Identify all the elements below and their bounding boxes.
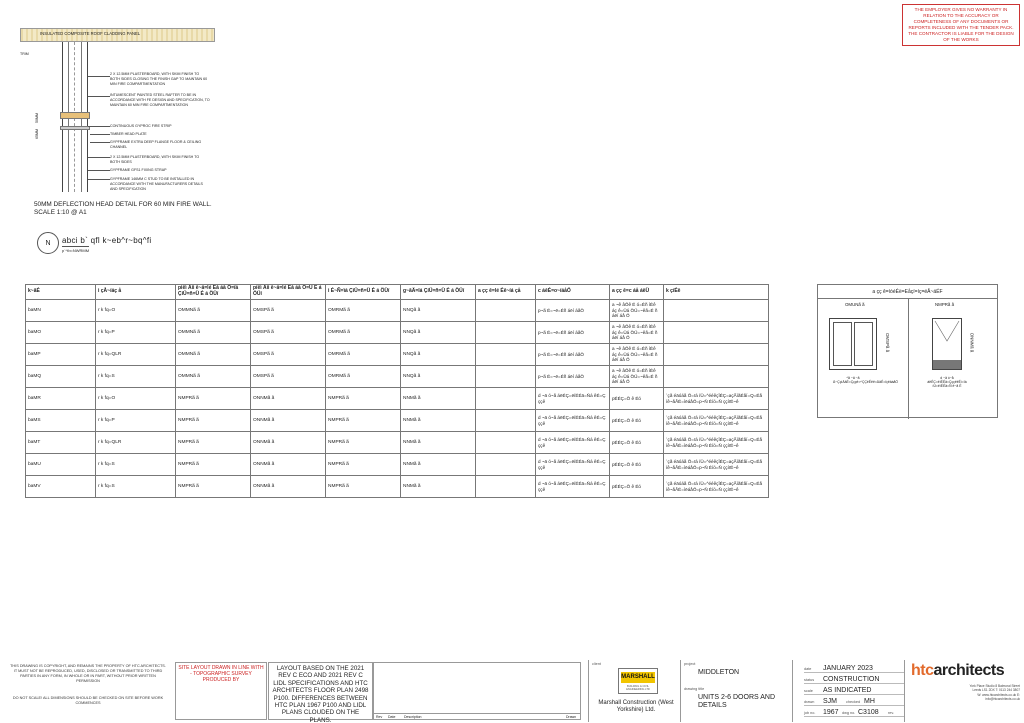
client-logo-sub: BUILDING & CIVIL ENGINEERING LTD bbox=[626, 685, 650, 691]
detail-note: 2 X 12.5MM PLASTERBOARD, WITH SKIM FINISH TO BOTH SIDES CLOSING THE FINISH GAP TO MAINTAIN 60 MIN FIRE COMPARTMENTATION bbox=[110, 72, 208, 86]
table-cell: r k fq=S bbox=[96, 454, 176, 476]
client-logo-text: MARSHALL bbox=[621, 672, 655, 683]
door-types-title: a çç ê=íóéÉë=Eåçí=íç=ëÅ~äÉF bbox=[818, 285, 997, 299]
door-leaf-left bbox=[833, 322, 852, 366]
table-cell: NMPRã ã bbox=[326, 432, 401, 454]
table-row bbox=[26, 322, 769, 344]
door-type-a-elevation bbox=[829, 318, 877, 370]
table-cell bbox=[476, 300, 536, 322]
table-cell bbox=[664, 300, 769, 322]
trim-label: TRIM bbox=[20, 52, 29, 56]
column-header: g~ãÄ=ïá ÇíÜ=ñ=Ü É á ÖÜí bbox=[401, 285, 476, 300]
table-cell: OMRMã ã bbox=[326, 300, 401, 322]
table-cell: d ~ä ó~å áëÉÇ=ëíÉÉä=Ñá êÉ=Ç ççê bbox=[536, 432, 610, 454]
caption-title: 50MM DEFLECTION HEAD DETAIL FOR 60 MIN FIRE WALL. bbox=[34, 201, 212, 208]
table-row bbox=[26, 410, 769, 432]
table-cell: NNQã ã bbox=[401, 344, 476, 366]
table-cell: ONNMã ã bbox=[251, 410, 326, 432]
table-cell: NNQã ã bbox=[401, 366, 476, 388]
client-label: client bbox=[592, 662, 601, 666]
leader-line bbox=[88, 76, 110, 77]
column-header: c áêÉ=o~íáåÖ bbox=[536, 285, 610, 300]
table-cell: d ~ä ó~å áëÉÇ=ëíÉÉä=Ñá êÉ=Ç ççê bbox=[536, 454, 610, 476]
table-cell: NMPRã ã bbox=[326, 476, 401, 498]
firm-logo bbox=[911, 662, 1004, 680]
scale-label: scale bbox=[804, 689, 813, 693]
door-leaf-right bbox=[854, 322, 873, 366]
status-label: status bbox=[804, 678, 815, 682]
column-header: i çÅ~íáç å bbox=[96, 285, 176, 300]
table-cell: a ~ê âÖê É ó=Éñ íÉê áç ê=Üá ÖÜ=~êã=É ñ áëí áå Ö bbox=[610, 300, 664, 322]
key-plan-scale: p`^ib=NWRMM bbox=[62, 248, 90, 253]
table-cell: OMSPã ã bbox=[251, 322, 326, 344]
table-cell: `çã éäóáå Ö=ïá íÜ=^ééêçîÉÇ=açÅìãÉåí=Q=Éå íê~åÅÉ=ìëáåÖ=p~Ñ Éíó=Ñ ççíïÉ~ê bbox=[664, 410, 769, 432]
table-cell: a ~ê âÖê É ó=Éñ íÉê áç ê=Üá ÖÜ=~êã=É ñ áëí áå Ö bbox=[610, 366, 664, 388]
table-cell bbox=[476, 432, 536, 454]
table-row bbox=[26, 300, 769, 322]
table-row bbox=[26, 454, 769, 476]
detail-note: GYPFRAME EXTRA DEEP FLANGE FLOOR & CEILING CHANNEL bbox=[110, 140, 202, 149]
table-cell: pÉÉÇ=Ö ê Éó bbox=[610, 388, 664, 410]
column-header: a çç ê=c áå áëÜ bbox=[610, 285, 664, 300]
revision-table-header bbox=[374, 713, 580, 719]
table-row bbox=[26, 366, 769, 388]
type-b-width: NMPRã ã bbox=[935, 302, 955, 307]
client-logo bbox=[618, 668, 658, 694]
leader-line bbox=[88, 157, 110, 158]
table-cell: ONNMã ã bbox=[251, 388, 326, 410]
table-cell: baMT bbox=[26, 432, 96, 454]
firm-logo-htc: htc bbox=[911, 662, 934, 679]
table-cell: baMS bbox=[26, 410, 96, 432]
panel-divider bbox=[908, 299, 909, 419]
type-b-note: d ~ä ó~å áëÉÇ=ëíÉÉä=ÇççêëÉí=ïá íÜ=ëíÉÉä=Ñ ê~ã É bbox=[927, 376, 967, 389]
table-cell: r k fq=S bbox=[96, 366, 176, 388]
table-cell: NMPRã ã bbox=[176, 432, 251, 454]
table-cell: baMN bbox=[26, 300, 96, 322]
rev-col: Rev bbox=[376, 715, 383, 719]
table-cell bbox=[476, 476, 536, 498]
table-cell bbox=[476, 388, 536, 410]
floor-ceiling-channel bbox=[60, 126, 90, 130]
table-cell: `çã éäóáå Ö=ïá íÜ=^ééêçîÉÇ=açÅìãÉåí=Q=Éå íê~åÅÉ=ìëáåÖ=p~Ñ Éíó=Ñ ççíïÉ~ê bbox=[664, 454, 769, 476]
column-header: píêì Åíì ê~ä=lé Éå áå Ö=Ü É á ÖÜí bbox=[251, 285, 326, 300]
do-not-scale-note: DO NOT SCALE! ALL DIMENSIONS SHOULD BE CHECKED ON SITE BEFORE WORK COMMENCES bbox=[12, 696, 164, 705]
date-col: Date bbox=[388, 715, 396, 719]
column-header: piêì Åíì ê~ä=lé Éå áå Ö=ïá ÇíÜ=ñ=Ü É á ÖÜí bbox=[176, 285, 251, 300]
table-cell: NMPRã ã bbox=[176, 476, 251, 498]
table-cell: `çã éäóáå Ö=ïá íÜ=^ééêçîÉÇ=açÅìãÉåí=Q=Éå íê~åÅÉ=ìëáåÖ=p~Ñ Éíó=Ñ ççíïÉ~ê bbox=[664, 476, 769, 498]
door-schedule-table bbox=[25, 284, 769, 498]
table-cell bbox=[476, 344, 536, 366]
drawn-label: drawn bbox=[804, 700, 815, 704]
leader-line bbox=[88, 179, 110, 180]
type-a-height: OMSPã ã bbox=[885, 332, 891, 353]
table-row bbox=[26, 388, 769, 410]
dim-label-50: 50MM bbox=[35, 113, 39, 123]
table-cell: a ~ê âÖê É ó=Éñ íÉê áç ê=Üá ÖÜ=~êã=É ñ áëí áå Ö bbox=[610, 322, 664, 344]
table-cell: OMSPã ã bbox=[251, 300, 326, 322]
table-cell: pÉÉÇ=Ö ê Éó bbox=[610, 476, 664, 498]
rev-label: rev. bbox=[888, 711, 895, 715]
detail-caption bbox=[34, 201, 212, 217]
dwgno-label: dwg no. bbox=[842, 711, 856, 715]
table-cell: r k fq=O bbox=[96, 388, 176, 410]
revision-table bbox=[373, 662, 581, 720]
job-row bbox=[804, 706, 904, 717]
table-cell: OMRMã ã bbox=[326, 366, 401, 388]
table-cell: `çã éäóáå Ö=ïá íÜ=^ééêçîÉÇ=açÅìãÉåí=Q=Éå íê~åÅÉ=ìëáåÖ=p~Ñ Éíó=Ñ ççíïÉ~ê bbox=[664, 432, 769, 454]
key-plan-title: abci b` qfl k~eb^r~bq^fi bbox=[62, 236, 152, 245]
table-cell: OMMNã ã bbox=[176, 366, 251, 388]
detail-note: INTUMESCENT PAINTED STEEL RAFTER TO BE IN ACCORDANCE WITH FE DESIGN AND SPECIFICATION, TO MAINTAIN 60 MIN FIRE COMPARTMENTATION bbox=[110, 93, 210, 107]
leader-line bbox=[90, 134, 110, 135]
table-cell: r k fq=S bbox=[96, 476, 176, 498]
table-cell: OMSPã ã bbox=[251, 344, 326, 366]
table-cell: NNMã ã bbox=[401, 388, 476, 410]
table-cell bbox=[664, 366, 769, 388]
table-cell: r k fq=P bbox=[96, 410, 176, 432]
table-cell: ONNMã ã bbox=[251, 432, 326, 454]
project-label: project bbox=[684, 662, 696, 666]
table-cell: p~ã É=~ë=Éñ áëí áåÖ bbox=[536, 366, 610, 388]
table-cell: baMO bbox=[26, 322, 96, 344]
revision-note: LAYOUT BASED ON THE 2021 REV C ECO AND 2021 REV C LIDL SPECIFICATIONS AND HTC ARCHITECTS FLOOR PLAN 2498 P100. DIFFERENCES BETWEEN HTC PLAN 1967 P100 AND LIDL PLANS CLOUDED ON THE PLANS. bbox=[268, 662, 373, 720]
table-cell: NNMã ã bbox=[401, 476, 476, 498]
column-header: k çíÉë bbox=[664, 285, 769, 300]
table-cell: NMPRã ã bbox=[176, 388, 251, 410]
table-cell: p~ã É=~ë=Éñ áëí áåÖ bbox=[536, 300, 610, 322]
table-row bbox=[26, 476, 769, 498]
firm-address: York Place Studio 8 Balmoral Street Leeds LS1 2DX T: 0113 244 3807 W: www.htcarchitects.co.uk E: info@htcarchitects.co.uk bbox=[969, 684, 1020, 702]
table-cell: NMPRã ã bbox=[176, 454, 251, 476]
table-cell bbox=[476, 410, 536, 432]
table-row bbox=[26, 432, 769, 454]
copyright-note: THIS DRAWING IS COPYRIGHT, AND REMAINS THE PROPERTY OF HTC ARCHITECTS. IT MUST NOT BE REPRODUCED, USED, DISCLOSED OR TRANSMITTED TO THIRD PARTIES IN ANY FORM, IN WHOLE OR IN PART, WITHOUT PRIOR WRITTEN PERMISSION bbox=[10, 664, 166, 683]
detail-note: GYPFRAME GFS1 FIXING STRAP bbox=[110, 168, 167, 172]
door-kick-plate bbox=[933, 360, 961, 369]
date-value: JANUARY 2023 bbox=[823, 665, 873, 672]
scale-row bbox=[804, 684, 904, 695]
jobno-value: 1967 bbox=[823, 709, 839, 716]
table-cell: r k fq=P bbox=[96, 322, 176, 344]
table-cell: d ~ä ó~å áëÉÇ=ëíÉÉä=Ñá êÉ=Ç ççê bbox=[536, 410, 610, 432]
table-cell: d ~ä ó~å áëÉÇ=ëíÉÉä=Ñá êÉ=Ç ççê bbox=[536, 388, 610, 410]
scale-value: AS INDICATED bbox=[823, 687, 872, 694]
table-cell: baMR bbox=[26, 388, 96, 410]
detail-note: 2 X 12.5MM PLASTERBOARD, WITH SKIM FINISH TO BOTH SIDES bbox=[110, 155, 200, 164]
leader-line bbox=[88, 96, 110, 97]
roof-label: INSULATED COMPOSITE ROOF CLADDING PANEL bbox=[40, 31, 141, 36]
table-cell: NNQã ã bbox=[401, 300, 476, 322]
table-cell: NMPRã ã bbox=[176, 410, 251, 432]
column-header: i É~Ñ=ïá ÇíÜ=ñ=Ü É á ÖÜí bbox=[326, 285, 401, 300]
table-cell: OMRMã ã bbox=[326, 322, 401, 344]
drawing-title-label: drawing title bbox=[684, 687, 705, 691]
table-cell: NMPRã ã bbox=[326, 410, 401, 432]
table-cell: NMPRã ã bbox=[326, 454, 401, 476]
table-cell bbox=[476, 454, 536, 476]
table-cell: pÉÉÇ=Ö ê Éó bbox=[610, 454, 664, 476]
status-value: CONSTRUCTION bbox=[823, 676, 880, 683]
door-swing-icon bbox=[933, 319, 961, 362]
table-cell: OMMNã ã bbox=[176, 322, 251, 344]
leader-line bbox=[90, 142, 110, 143]
table-cell: baMV bbox=[26, 476, 96, 498]
caption-scale: SCALE 1:10 @ A1 bbox=[34, 209, 87, 216]
detail-note: CONTINUOUS GYPROC FIRE STRIP bbox=[110, 124, 172, 128]
table-cell: NNMã ã bbox=[401, 432, 476, 454]
table-cell: p~ã É=~ë=Éñ áëí áåÖ bbox=[536, 322, 610, 344]
leader-line bbox=[88, 126, 110, 127]
date-label: date bbox=[804, 667, 812, 671]
table-cell bbox=[664, 344, 769, 366]
table-cell: NNMã ã bbox=[401, 410, 476, 432]
table-row bbox=[26, 344, 769, 366]
dwgno-value: C3108 bbox=[858, 709, 879, 716]
drawn-row bbox=[804, 695, 904, 706]
table-cell: r k fq=QLR bbox=[96, 432, 176, 454]
dim-label-65: 65MM bbox=[35, 129, 39, 139]
table-cell: NNMã ã bbox=[401, 454, 476, 476]
table-cell: NNQã ã bbox=[401, 322, 476, 344]
north-arrow-icon: N bbox=[37, 232, 59, 254]
detail-note: TIMBER HEAD PLATE bbox=[110, 132, 147, 136]
date-row bbox=[804, 662, 904, 673]
checked-value: MH bbox=[864, 698, 875, 705]
table-cell: d ~ä ó~å áëÉÇ=ëíÉÉä=Ñá êÉ=Ç ççê bbox=[536, 476, 610, 498]
table-cell: ONNMã ã bbox=[251, 476, 326, 498]
firm-logo-architects: architects bbox=[933, 662, 1005, 679]
survey-note: SITE LAYOUT DRAWN IN LINE WITH - TOPOGRAPHIC SURVEY PRODUCED BY bbox=[175, 662, 267, 720]
column-header: a çç ê=lé Éê~íá çå bbox=[476, 285, 536, 300]
status-row bbox=[804, 673, 904, 684]
table-cell: baMU bbox=[26, 454, 96, 476]
type-b-height: ONNMã ã bbox=[969, 332, 975, 353]
table-cell: r k fq=QLR bbox=[96, 344, 176, 366]
type-a-note: ^ã ~ä ~ã Ä~ÇçìÄäÉ=Çççê=^ÇÇêÉëë=ÄäÉ=ïçêâáåÖ bbox=[833, 376, 899, 385]
table-cell bbox=[664, 322, 769, 344]
table-cell: baMP bbox=[26, 344, 96, 366]
timber-head-plate bbox=[60, 112, 90, 119]
table-cell: pÉÉÇ=Ö ê Éó bbox=[610, 432, 664, 454]
description-col: Description bbox=[404, 715, 422, 719]
table-cell: a ~ê âÖê É ó=Éñ íÉê áç ê=Üá ÖÜ=~êã=É ñ áëí áå Ö bbox=[610, 344, 664, 366]
column-header: k~ãÉ bbox=[26, 285, 96, 300]
drawn-value: SJM bbox=[823, 698, 837, 705]
table-cell: baMQ bbox=[26, 366, 96, 388]
table-cell: OMMNã ã bbox=[176, 300, 251, 322]
checked-label: checked bbox=[846, 700, 861, 704]
table-cell: `çã éäóáå Ö=ïá íÜ=^ééêçîÉÇ=açÅìãÉåí=Q=Éå íê~åÅÉ=ìëáåÖ=p~Ñ Éíó=Ñ ççíïÉ~ê bbox=[664, 388, 769, 410]
type-a-width: OMUNã ã bbox=[845, 302, 865, 307]
table-cell: p~ã É=~ë=Éñ áëí áåÖ bbox=[536, 344, 610, 366]
client-name: Marshall Construction (West Yorkshire) Ltd. bbox=[598, 700, 674, 713]
table-cell bbox=[476, 366, 536, 388]
disclaimer-box: THE EMPLOYER GIVES NO WARRANTY IN RELATION TO THE ACCURACY OR COMPLETENESS OF ANY DOCUMENTS OR REPORTS INCLUDED WITH THE TENDER PACK. THE CONTRACTOR IS LIABLE FOR THE DESIGN OF THE WORKS bbox=[902, 4, 1020, 46]
drawing-title: UNITS 2-6 DOORS AND DETAILS bbox=[698, 694, 776, 710]
table-cell: ONNMã ã bbox=[251, 454, 326, 476]
table-header-row bbox=[26, 285, 769, 300]
table-cell: OMRMã ã bbox=[326, 344, 401, 366]
table-cell: OMSPã ã bbox=[251, 366, 326, 388]
drawn-col: Drawn bbox=[566, 715, 577, 719]
jobno-label: job no. bbox=[804, 711, 816, 715]
table-cell: pÉÉÇ=Ö ê Éó bbox=[610, 410, 664, 432]
leader-line bbox=[88, 170, 110, 171]
project-name: MIDDLETON bbox=[698, 669, 740, 676]
table-cell bbox=[476, 322, 536, 344]
table-cell: NMPRã ã bbox=[326, 388, 401, 410]
door-type-b-elevation bbox=[932, 318, 962, 370]
detail-note: GYPFRAME 146MM C STUD TO BE INSTALLED IN ACCORDANCE WITH THE MANUFACTURERS DETAILS AND SPECIFICATION bbox=[110, 177, 203, 191]
table-cell: OMMNã ã bbox=[176, 344, 251, 366]
table-cell: r k fq=O bbox=[96, 300, 176, 322]
